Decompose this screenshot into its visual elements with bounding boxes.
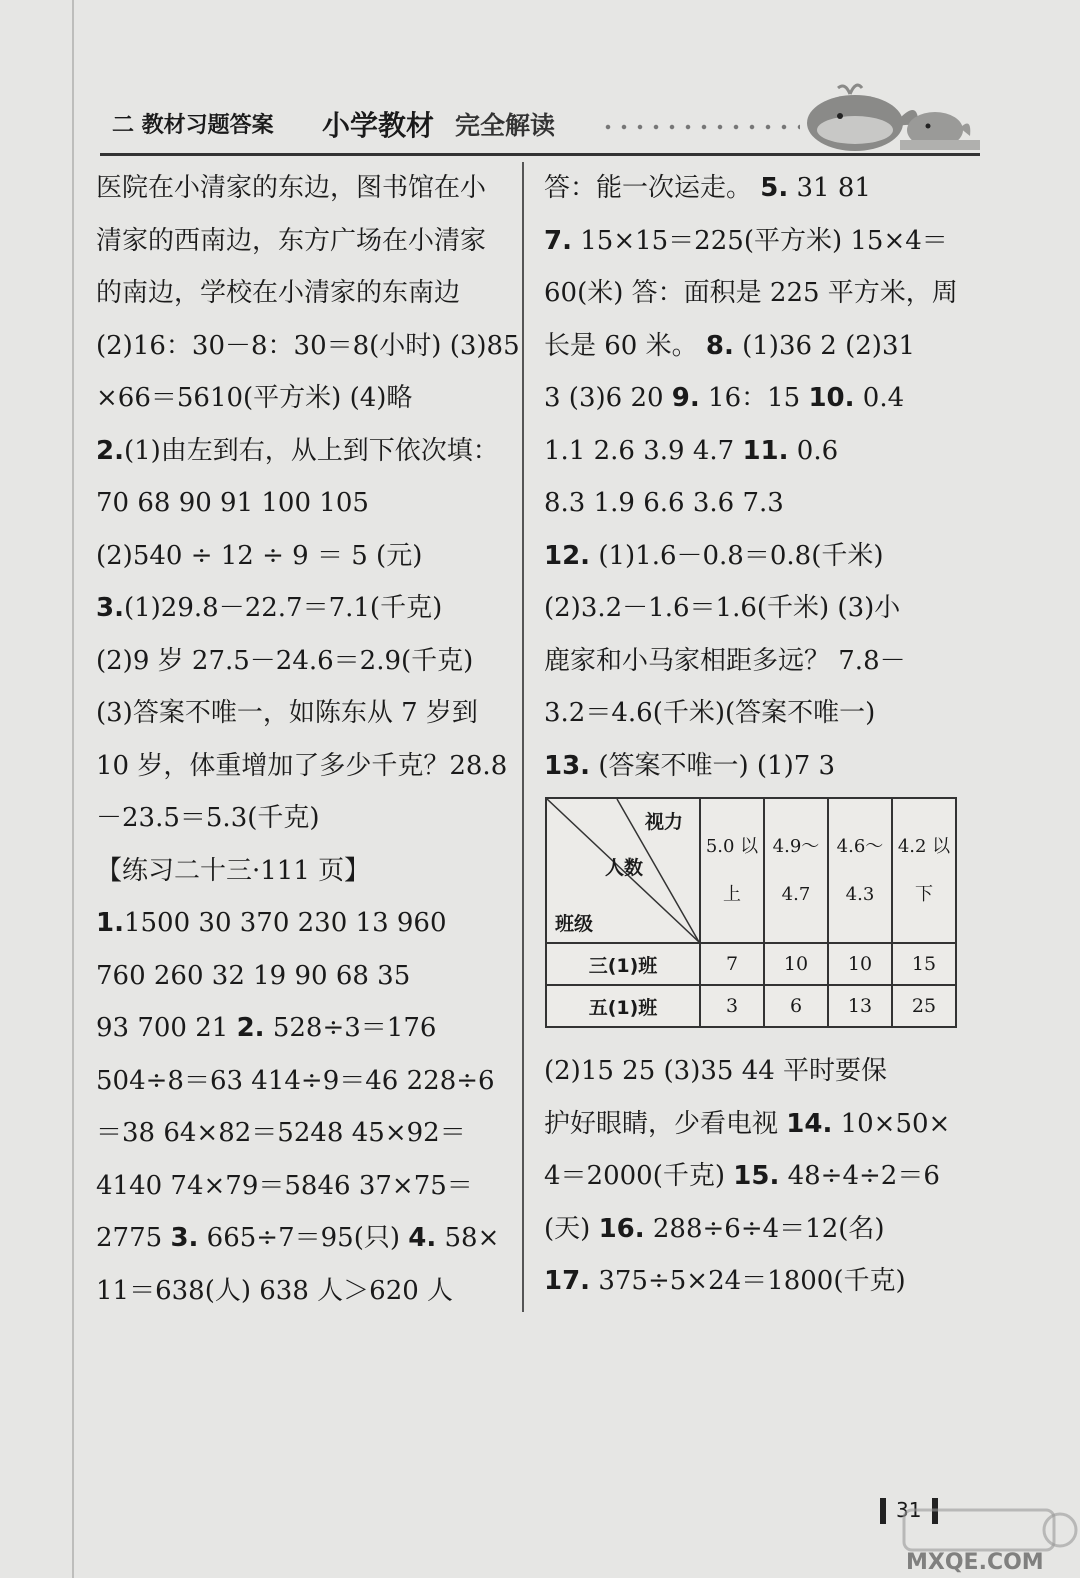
diag-label-class: 班级	[555, 913, 594, 935]
table-cell: 15	[892, 943, 956, 985]
answer-line: 1.1 2.6 3.9 4.7 11. 0.6	[544, 435, 839, 466]
vision-table	[545, 797, 957, 1028]
right-column-after-table	[544, 1045, 974, 1308]
answer-line: 清家的西南边，东方广场在小清家	[96, 225, 487, 256]
column-divider	[522, 162, 524, 1312]
answer-line: 的南边，学校在小清家的东南边	[96, 278, 461, 308]
table-row	[546, 943, 956, 985]
right-column	[544, 162, 974, 792]
table-row	[546, 985, 956, 1027]
page-header	[100, 98, 980, 156]
table-cell: 10	[764, 943, 828, 985]
answer-line: 60(米) 答：面积是 225 平方米，周	[544, 278, 958, 308]
answer-line: 10 岁，体重增加了多少千克？28.8	[96, 750, 508, 781]
diag-label-count: 人数	[605, 857, 644, 879]
answer-line: 13. (答案不唯一) (1)7 3	[544, 750, 836, 781]
answer-line: 760 260 32 19 90 68 35	[96, 960, 411, 991]
book-subtitle: 完全解读	[455, 111, 556, 140]
table-header-cell: 4.2 以 下	[892, 798, 956, 943]
answer-line: 2.(1)由左到右，从上到下依次填：	[96, 435, 499, 466]
answer-line: 17. 375÷5×24＝1800(千克)	[544, 1266, 906, 1296]
answer-line: 2775 3. 665÷7＝95(只) 4. 58×	[96, 1223, 500, 1253]
answer-line: (2)540 ÷ 12 ÷ 9 ＝ 5 (元)	[96, 540, 423, 571]
header-rule	[100, 153, 980, 156]
answer-line: 护好眼睛，少看电视 14. 10×50×	[544, 1108, 951, 1139]
answer-line: 长是 60 米。 8. (1)36 2 (2)31	[544, 330, 916, 361]
watermark-url: MXQE.COM	[906, 1550, 1044, 1575]
answer-line: 3 (3)6 20 9. 16：15 10. 0.4	[544, 383, 905, 413]
chapter-title: 二 教材习题答案	[112, 113, 274, 138]
watermark-logo	[900, 1506, 1080, 1578]
watermark-badge-icon	[900, 1506, 1080, 1554]
answer-line: ＝38 64×82＝5248 45×92＝	[96, 1118, 466, 1148]
diag-label-vision: 视力	[645, 811, 684, 833]
table-cell: 7	[700, 943, 764, 985]
book-title: 小学教材	[322, 109, 435, 142]
table-header-cell: 4.6～ 4.3	[828, 798, 892, 943]
answer-line: 【练习二十三·111 页】	[96, 855, 371, 886]
left-column	[96, 162, 520, 1317]
answer-line: 11＝638(人) 638 人＞620 人	[96, 1275, 454, 1306]
table-cell: 25	[892, 985, 956, 1027]
answer-line: 3.(1)29.8－22.7＝7.1(千克)	[96, 593, 443, 623]
answer-line: 1.1500 30 370 230 13 960	[96, 908, 447, 938]
answer-line: 12. (1)1.6－0.8＝0.8(千米)	[544, 540, 884, 571]
table-cell: 13	[828, 985, 892, 1027]
table-header-cell: 5.0 以 上	[700, 798, 764, 943]
answer-line: 7. 15×15＝225(平方米) 15×4＝	[544, 225, 948, 256]
table-cell: 10	[828, 943, 892, 985]
row-label: 三(1)班	[546, 943, 700, 985]
answer-line: 8.3 1.9 6.6 3.6 7.3	[544, 488, 784, 518]
page-number: 31	[880, 1498, 960, 1528]
answer-line: 3.2＝4.6(千米)(答案不唯一)	[544, 698, 876, 728]
answer-line: 答：能一次运走。 5. 31 81	[544, 173, 871, 203]
answer-line: (2)9 岁 27.5－24.6＝2.9(千克)	[96, 645, 474, 676]
header-dots	[600, 124, 800, 130]
answer-line: 4＝2000(千克) 15. 48÷4÷2＝6	[544, 1161, 940, 1191]
whale-mascot-icon	[800, 78, 980, 158]
answer-line: (2)15 25 (3)35 44 平时要保	[544, 1056, 888, 1086]
answer-line: (3)答案不唯一，如陈东从 7 岁到	[96, 698, 478, 728]
answer-line: (2)3.2－1.6＝1.6(千米) (3)小	[544, 593, 901, 623]
table-header-cell: 4.9～ 4.7	[764, 798, 828, 943]
answer-line: 4140 74×79＝5846 37×75＝	[96, 1170, 473, 1201]
answer-line: 93 700 21 2. 528÷3＝176	[96, 1013, 437, 1043]
answer-line: (2)16：30－8：30＝8(小时) (3)85	[96, 330, 520, 361]
answer-line: 70 68 90 91 100 105	[96, 488, 369, 518]
row-label: 五(1)班	[546, 985, 700, 1027]
table-cell: 6	[764, 985, 828, 1027]
answer-line: 504÷8＝63 414÷9＝46 228÷6	[96, 1065, 495, 1096]
binding-line	[72, 0, 74, 1578]
table-cell: 3	[700, 985, 764, 1027]
answer-line: 医院在小清家的东边，图书馆在小	[96, 173, 487, 203]
answer-line: (天) 16. 288÷6÷4＝12(名)	[544, 1213, 885, 1244]
table-corner-cell	[546, 798, 700, 943]
answer-line: －23.5＝5.3(千克)	[96, 803, 320, 833]
answer-line: 鹿家和小马家相距多远？ 7.8－	[544, 645, 906, 676]
answer-line: ×66＝5610(平方米) (4)略	[96, 383, 413, 413]
